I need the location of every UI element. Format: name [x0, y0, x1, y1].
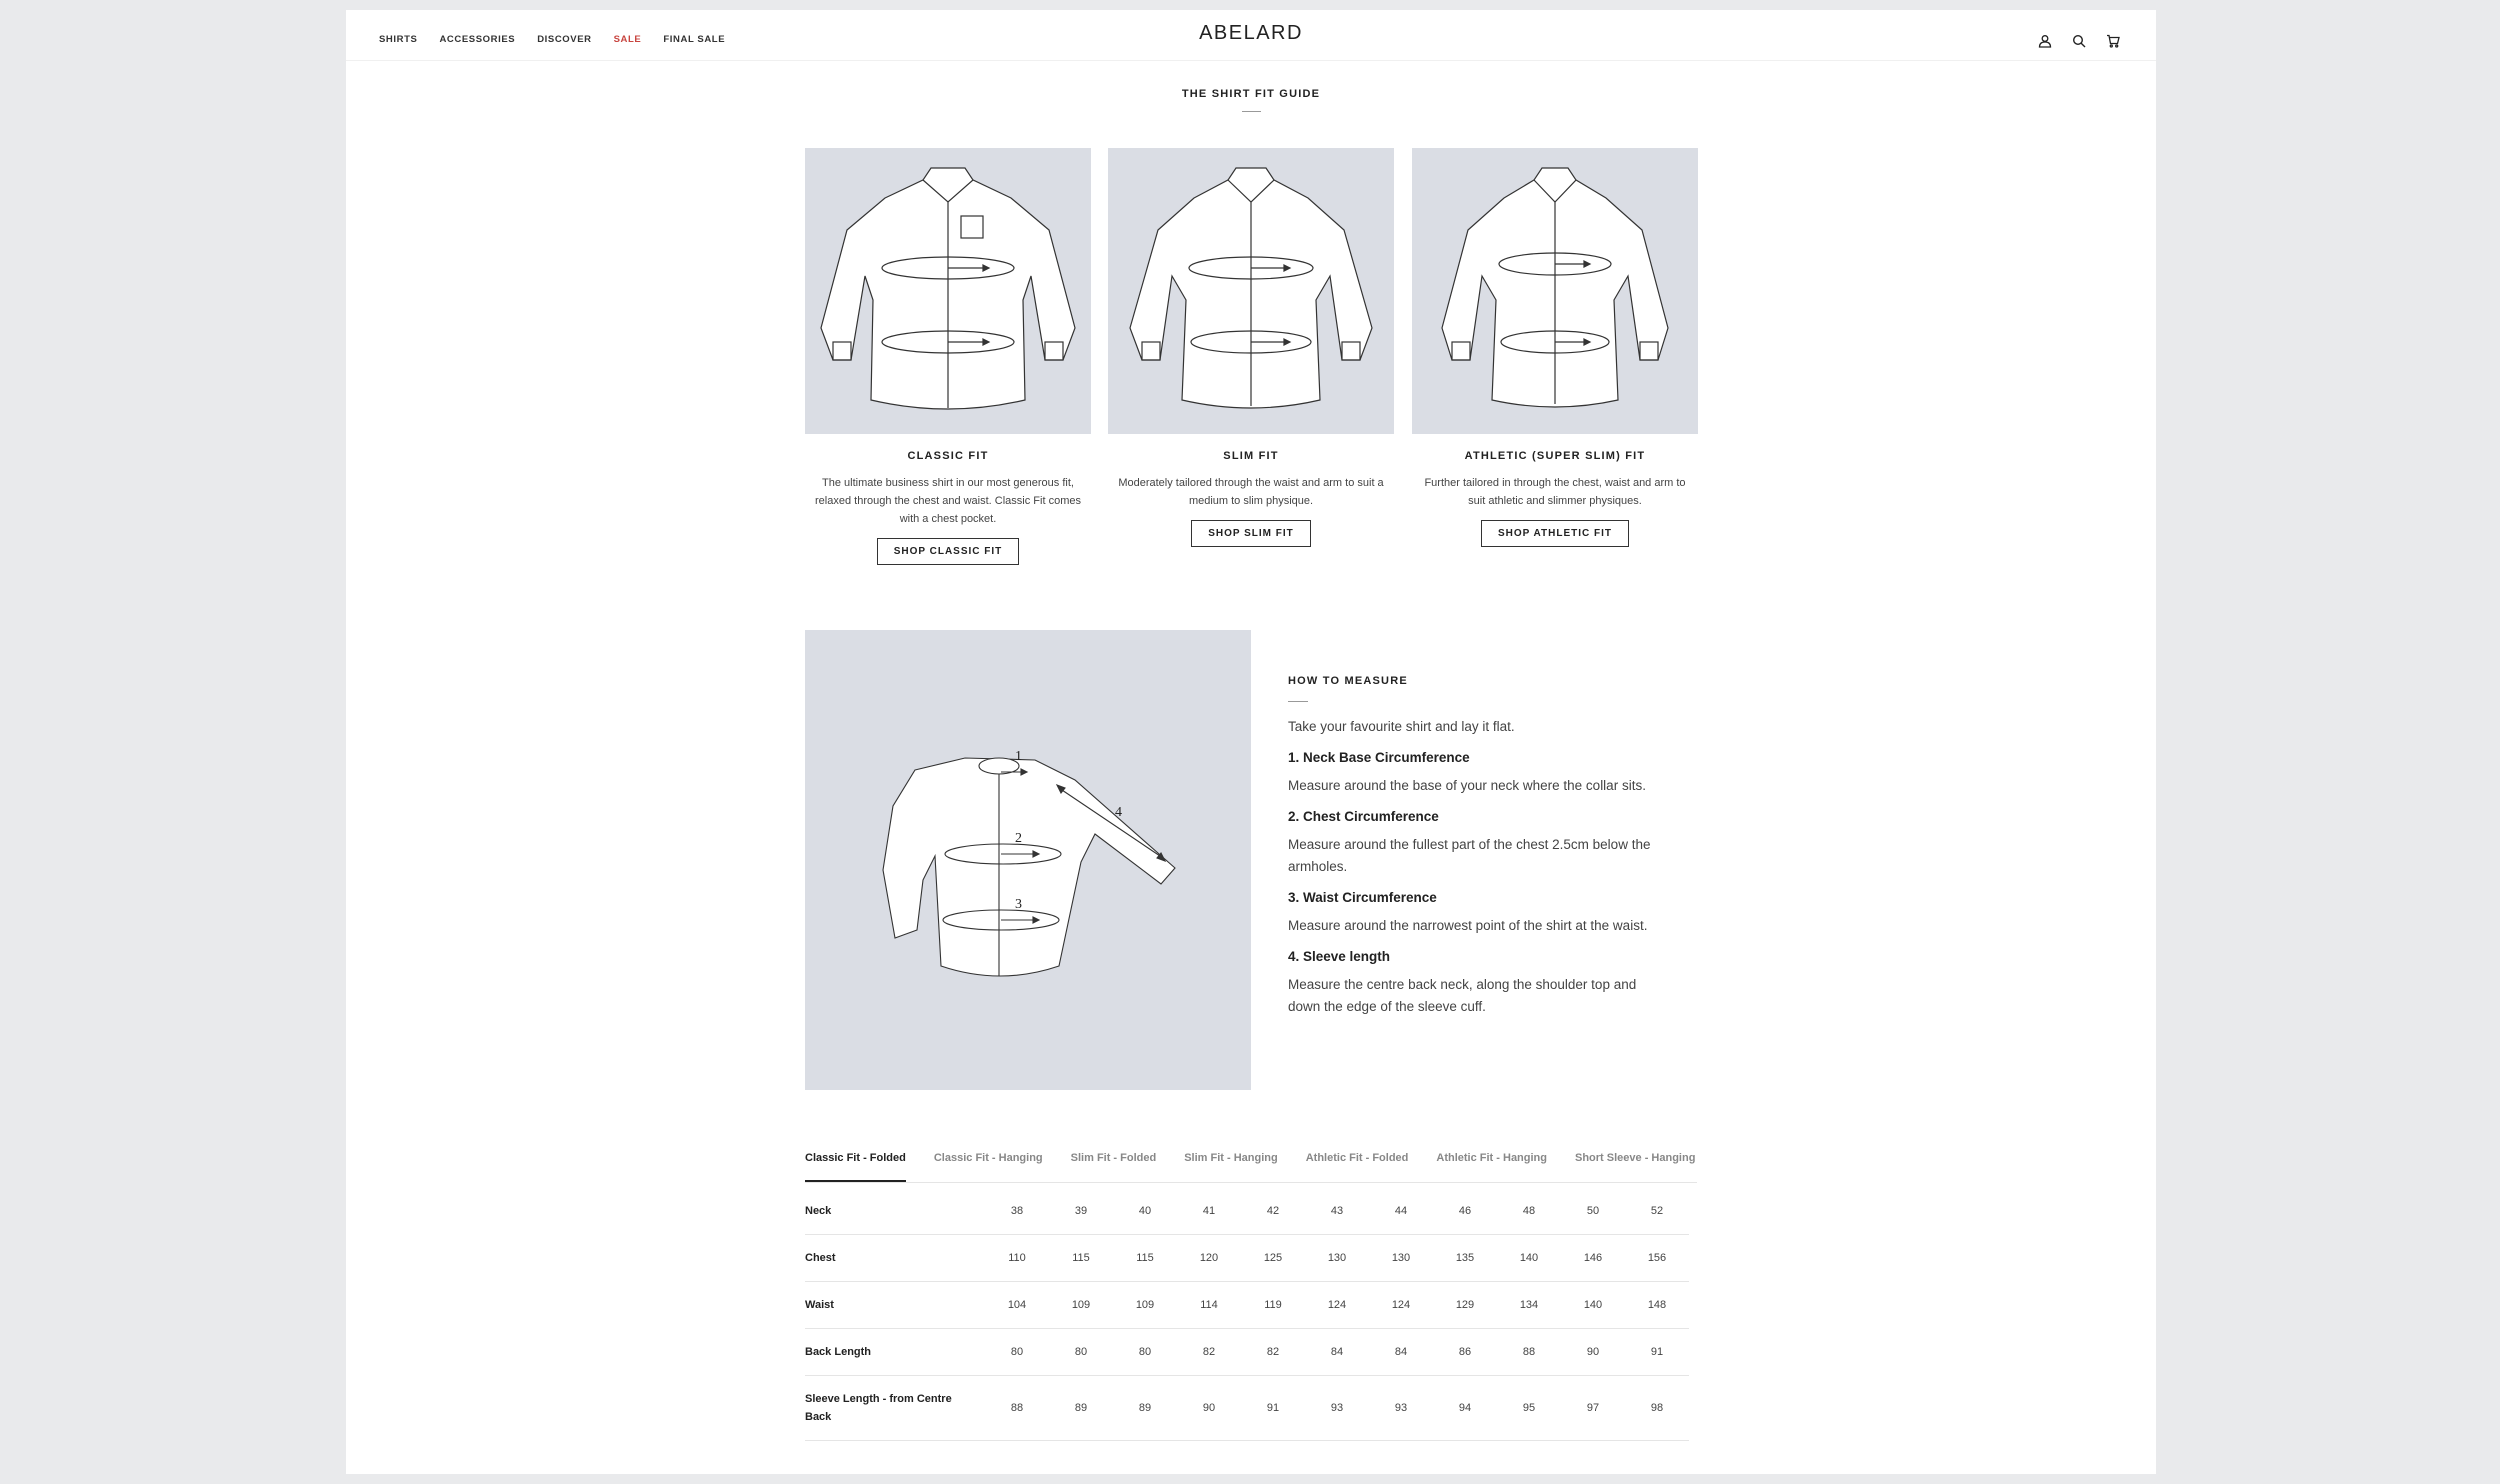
row-label: Waist: [805, 1282, 985, 1329]
page: [346, 10, 2156, 1474]
diagram-label-4: 4: [1115, 805, 1122, 820]
table-cell: 115: [1049, 1235, 1113, 1282]
table-row: [805, 1329, 1689, 1376]
table-cell: 115: [1113, 1235, 1177, 1282]
measure-step-text: Measure the centre back neck, along the shoulder top and down the edge of the sleeve cuff.: [1288, 977, 1637, 1014]
shop-classic-fit-button[interactable]: SHOP CLASSIC FIT: [877, 538, 1020, 565]
nav-accessories[interactable]: ACCESSORIES: [439, 34, 516, 45]
table-cell: 93: [1369, 1376, 1433, 1441]
table-cell: 104: [985, 1282, 1049, 1329]
measure-step-text: Measure around the fullest part of the chest 2.5cm below the armholes.: [1288, 837, 1651, 874]
cart-icon[interactable]: [2106, 34, 2120, 48]
table-cell: 40: [1113, 1188, 1177, 1235]
diagram-label-3: 3: [1015, 897, 1022, 912]
table-cell: 129: [1433, 1282, 1497, 1329]
table-cell: 80: [1113, 1329, 1177, 1376]
row-label: Back Length: [805, 1329, 985, 1376]
table-cell: 52: [1625, 1188, 1689, 1235]
measure-step-text: Measure around the narrowest point of the shirt at the waist.: [1288, 918, 1648, 933]
fit-card-classic: [805, 148, 1091, 565]
table-cell: 89: [1113, 1376, 1177, 1441]
table-cell: 50: [1561, 1188, 1625, 1235]
table-cell: 130: [1305, 1235, 1369, 1282]
table-cell: 48: [1497, 1188, 1561, 1235]
nav-sale[interactable]: SALE: [613, 34, 642, 45]
table-cell: 119: [1241, 1282, 1305, 1329]
table-cell: 120: [1177, 1235, 1241, 1282]
table-cell: 38: [985, 1188, 1049, 1235]
site-header: [346, 10, 2156, 61]
table-cell: 124: [1305, 1282, 1369, 1329]
table-cell: 140: [1497, 1235, 1561, 1282]
account-icon[interactable]: [2038, 34, 2052, 48]
table-cell: 82: [1241, 1329, 1305, 1376]
table-cell: 80: [985, 1329, 1049, 1376]
fit-name: CLASSIC FIT: [907, 450, 989, 462]
measure-intro: Take your favourite shirt and lay it flat.: [1288, 719, 1515, 734]
tab-athletic-fit-folded[interactable]: Athletic Fit - Folded: [1305, 1152, 1409, 1164]
table-cell: 88: [985, 1376, 1049, 1441]
table-row: [805, 1235, 1689, 1282]
table-cell: 84: [1305, 1329, 1369, 1376]
table-cell: 90: [1177, 1376, 1241, 1441]
table-cell: 97: [1561, 1376, 1625, 1441]
diagram-label-2: 2: [1015, 831, 1022, 846]
table-cell: 130: [1369, 1235, 1433, 1282]
table-row: [805, 1282, 1689, 1329]
table-cell: 98: [1625, 1376, 1689, 1441]
table-cell: 90: [1561, 1329, 1625, 1376]
measure-step-text: Measure around the base of your neck where the collar sits.: [1288, 778, 1646, 793]
row-label: Sleeve Length - from Centre Back: [805, 1376, 985, 1441]
classic-fit-shirt-illustration: [805, 148, 1091, 434]
measure-step-heading: 4. Sleeve length: [1288, 949, 1391, 964]
table-cell: 94: [1433, 1376, 1497, 1441]
table-cell: 125: [1241, 1235, 1305, 1282]
table-cell: 46: [1433, 1188, 1497, 1235]
nav-shirts[interactable]: SHIRTS: [379, 34, 418, 45]
table-cell: 134: [1497, 1282, 1561, 1329]
table-cell: 109: [1049, 1282, 1113, 1329]
table-cell: 148: [1625, 1282, 1689, 1329]
athletic-fit-shirt-illustration: [1412, 148, 1698, 434]
nav-final-sale[interactable]: FINAL SALE: [663, 34, 726, 45]
tab-slim-fit-folded[interactable]: Slim Fit - Folded: [1070, 1152, 1157, 1164]
slim-fit-shirt-illustration: [1108, 148, 1394, 434]
tab-classic-fit-hanging[interactable]: Classic Fit - Hanging: [933, 1152, 1043, 1164]
table-cell: 95: [1497, 1376, 1561, 1441]
size-chart-tabs: [805, 1152, 1697, 1183]
table-cell: 109: [1113, 1282, 1177, 1329]
tab-classic-fit-folded[interactable]: Classic Fit - Folded: [805, 1152, 906, 1182]
measure-step-heading: 3. Waist Circumference: [1288, 890, 1437, 905]
fit-guide-title: THE SHIRT FIT GUIDE: [1181, 88, 1321, 100]
table-cell: 84: [1369, 1329, 1433, 1376]
table-cell: 156: [1625, 1235, 1689, 1282]
table-cell: 42: [1241, 1188, 1305, 1235]
table-cell: 140: [1561, 1282, 1625, 1329]
table-cell: 91: [1241, 1376, 1305, 1441]
table-cell: 93: [1305, 1376, 1369, 1441]
fit-name: ATHLETIC (SUPER SLIM) FIT: [1464, 450, 1646, 462]
tab-athletic-fit-hanging[interactable]: Athletic Fit - Hanging: [1436, 1152, 1547, 1164]
tab-short-sleeve-hanging[interactable]: Short Sleeve - Hanging: [1575, 1152, 1696, 1164]
table-row: [805, 1188, 1689, 1235]
row-label: Chest: [805, 1235, 985, 1282]
table-cell: 82: [1177, 1329, 1241, 1376]
shop-slim-fit-button[interactable]: SHOP SLIM FIT: [1191, 520, 1311, 547]
size-chart-table: [805, 1188, 1689, 1441]
header-icons: [2038, 34, 2120, 48]
table-cell: 89: [1049, 1376, 1113, 1441]
how-to-measure-title: HOW TO MEASURE: [1288, 675, 1408, 687]
table-cell: 124: [1369, 1282, 1433, 1329]
table-cell: 39: [1049, 1188, 1113, 1235]
fit-description: Further tailored in through the chest, waist and arm to suit athletic and slimmer physiques.: [1424, 477, 1686, 507]
measure-step-heading: 2. Chest Circumference: [1288, 809, 1439, 824]
diagram-label-1: 1: [1015, 749, 1022, 764]
table-cell: 91: [1625, 1329, 1689, 1376]
tab-slim-fit-hanging[interactable]: Slim Fit - Hanging: [1184, 1152, 1278, 1164]
how-to-measure-text: [1288, 675, 1668, 1030]
table-cell: 80: [1049, 1329, 1113, 1376]
shop-athletic-fit-button[interactable]: SHOP ATHLETIC FIT: [1481, 520, 1629, 547]
row-label: Neck: [805, 1188, 985, 1235]
fit-description: The ultimate business shirt in our most generous fit, relaxed through the chest and waist. Classic Fit comes with a chest pocket.: [815, 477, 1081, 525]
table-cell: 114: [1177, 1282, 1241, 1329]
logo[interactable]: ABELARD: [1199, 22, 1303, 44]
table-cell: 86: [1433, 1329, 1497, 1376]
fit-card-slim: [1108, 148, 1394, 547]
fit-card-athletic: [1412, 148, 1698, 547]
table-row: [805, 1376, 1689, 1441]
search-icon[interactable]: [2072, 34, 2086, 48]
fit-description: Moderately tailored through the waist and arm to suit a medium to slim physique.: [1118, 477, 1384, 507]
fit-name: SLIM FIT: [1223, 450, 1279, 462]
table-cell: 146: [1561, 1235, 1625, 1282]
measure-step-heading: 1. Neck Base Circumference: [1288, 750, 1470, 765]
table-cell: 135: [1433, 1235, 1497, 1282]
table-cell: 41: [1177, 1188, 1241, 1235]
nav-discover[interactable]: DISCOVER: [537, 34, 592, 45]
table-cell: 110: [985, 1235, 1049, 1282]
table-cell: 88: [1497, 1329, 1561, 1376]
how-to-measure-illustration: [805, 630, 1251, 1090]
title-divider: [1242, 111, 1261, 112]
table-cell: 43: [1305, 1188, 1369, 1235]
measure-divider: [1288, 701, 1308, 702]
table-cell: 44: [1369, 1188, 1433, 1235]
